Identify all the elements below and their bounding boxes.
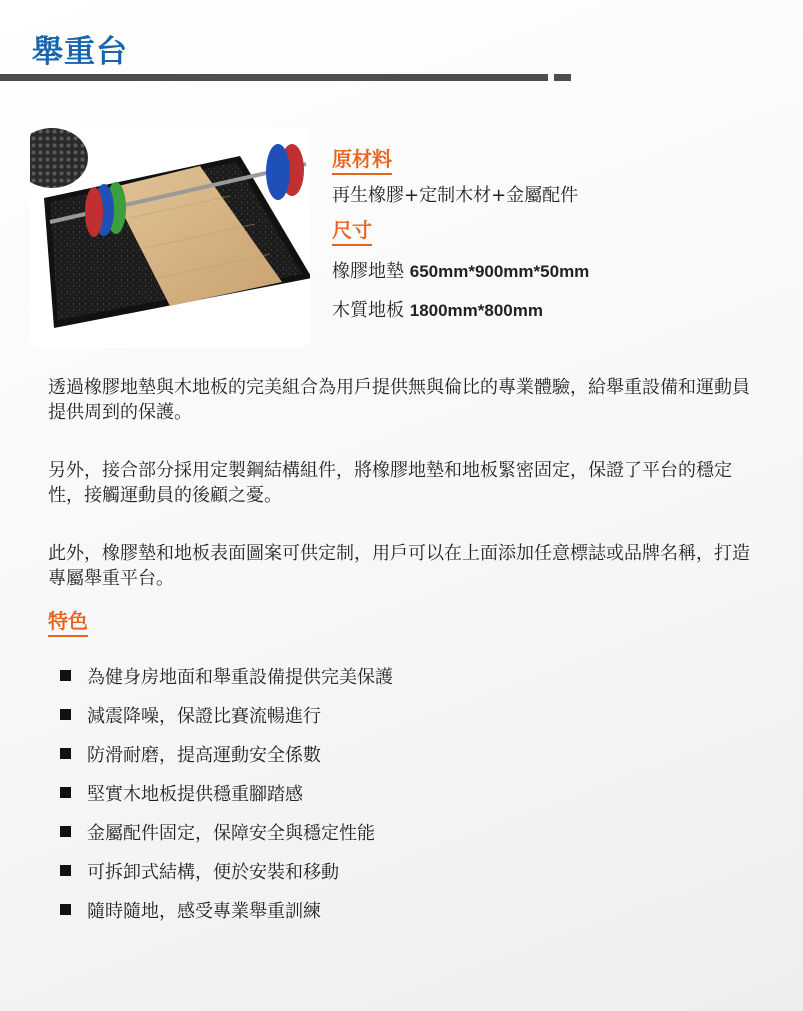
features-heading: 特色	[48, 608, 88, 637]
features-list	[60, 656, 393, 929]
list-item	[60, 890, 393, 929]
bullet-square-icon	[60, 748, 71, 759]
feature-text: 為健身房地面和舉重設備提供完美保護	[87, 666, 393, 688]
size-label: 橡膠地墊	[332, 261, 404, 282]
product-photo	[30, 128, 310, 348]
size-heading: 尺寸	[332, 217, 372, 246]
bullet-square-icon	[60, 865, 71, 876]
bullet-square-icon	[60, 709, 71, 720]
size-row	[332, 298, 652, 324]
feature-text: 減震降噪，保證比賽流暢進行	[87, 705, 321, 727]
feature-text: 可拆卸式結構，便於安裝和移動	[87, 861, 339, 883]
page-title: 舉重台	[32, 34, 128, 70]
list-item	[60, 773, 393, 812]
bullet-square-icon	[60, 904, 71, 915]
list-item	[60, 656, 393, 695]
feature-text: 防滑耐磨，提高運動安全係數	[87, 744, 321, 766]
description-paragraph: 透過橡膠地墊與木地板的完美組合為用戶提供無與倫比的專業體驗，給舉重設備和運動員提供周到的保護。	[48, 377, 750, 423]
list-item	[60, 812, 393, 851]
bullet-square-icon	[60, 826, 71, 837]
rubber-sample	[30, 128, 88, 188]
material-text: 再生橡膠+定制木材+金屬配件	[332, 185, 579, 206]
feature-text: 隨時隨地，感受專業舉重訓練	[87, 900, 321, 922]
list-item	[60, 695, 393, 734]
material-heading: 原材料	[332, 146, 392, 175]
bullet-square-icon	[60, 670, 71, 681]
feature-text: 金屬配件固定，保障安全與穩定性能	[87, 822, 375, 844]
title-underline	[0, 74, 548, 81]
description-paragraph: 另外，接合部分採用定製鋼結構組件，將橡膠地墊和地板緊密固定，保證了平台的穩定性，接觸運動員的後顧之憂。	[48, 460, 732, 506]
size-value: 650mm*900mm*50mm	[409, 262, 590, 281]
list-item	[60, 734, 393, 773]
spec-section	[332, 146, 652, 324]
bullet-square-icon	[60, 787, 71, 798]
feature-text: 堅實木地板提供穩重腳踏感	[87, 783, 303, 805]
size-value: 1800mm*800mm	[409, 301, 543, 320]
list-item	[60, 851, 393, 890]
title-underline-accent	[554, 74, 571, 81]
description-paragraph: 此外，橡膠墊和地板表面圖案可供定制，用戶可以在上面添加任意標誌或品牌名稱，打造專屬舉重平台。	[48, 543, 750, 589]
size-label: 木質地板	[332, 300, 404, 321]
description	[48, 375, 758, 624]
size-row	[332, 259, 652, 285]
